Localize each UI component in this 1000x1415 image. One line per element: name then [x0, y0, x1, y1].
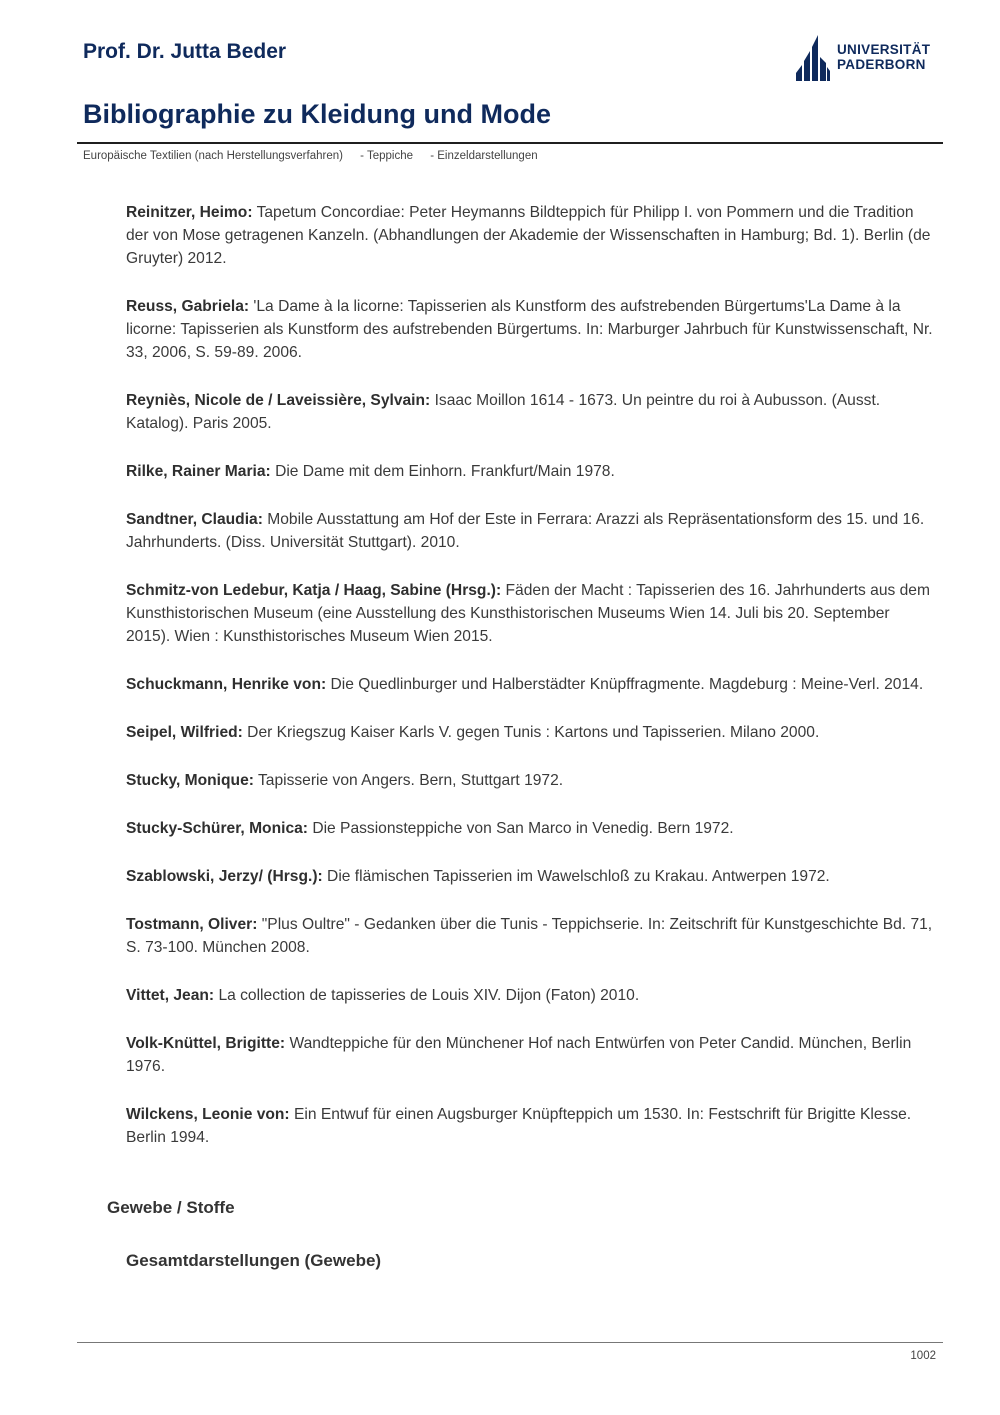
- header-divider: [77, 142, 943, 144]
- entry-text: 'La Dame à la licorne: Tapisserien als Kunstform des aufstrebenden Bürgertums'La Dame à la licorne: Tapisserien als Kunstform des aufstrebenden Bürgertums. In: Marburger Jahrbuch für Kunstwissenschaft, Nr. 33, 2006, S. 59-89. 2006.: [126, 298, 933, 361]
- entry-author: Reinitzer, Heimo:: [126, 204, 253, 221]
- bibliography-entry: [126, 201, 938, 270]
- entry-text: Die flämischen Tapisserien im Wawelschloß zu Krakau. Antwerpen 1972.: [322, 868, 830, 885]
- logo-line-2: PADERBORN: [837, 57, 926, 72]
- entry-author: Szablowski, Jerzy/ (Hrsg.):: [126, 868, 323, 885]
- bibliography-entry: [126, 865, 938, 888]
- bibliography-entry: [126, 984, 938, 1007]
- entry-author: Volk-Knüttel, Brigitte:: [126, 1035, 286, 1052]
- entry-author: Reyniès, Nicole de / Laveissière, Sylvain:: [126, 392, 431, 409]
- entry-author: Schmitz-von Ledebur, Katja / Haag, Sabine (Hrsg.):: [126, 582, 502, 599]
- entry-author: Wilckens, Leonie von:: [126, 1106, 290, 1123]
- entry-author: Rilke, Rainer Maria:: [126, 463, 271, 480]
- entry-text: "Plus Oultre" - Gedanken über die Tunis - Teppichserie. In: Zeitschrift für Kunstgeschichte Bd. 71, S. 73-100. München 2008.: [126, 916, 933, 956]
- university-logo-icon: [794, 33, 830, 81]
- bibliography-entry: [126, 673, 938, 696]
- entry-text: Fäden der Macht : Tapisserien des 16. Jahrhunderts aus dem Kunsthistorischen Museum (eine Ausstellung des Kunsthistorischen Museums Wien 14. Juli bis 20. September 2015). Wien : Kunsthistorisches Museum Wien 2015.: [126, 582, 930, 645]
- bibliography-entry: [126, 913, 938, 959]
- bibliography-entry: [126, 579, 938, 648]
- breadcrumb: [83, 150, 552, 162]
- author-name: Prof. Dr. Jutta Beder: [83, 40, 287, 63]
- entry-text: Wandteppiche für den Münchener Hof nach Entwürfen von Peter Candid. München, Berlin 1976.: [126, 1035, 912, 1075]
- footer-divider: [77, 1342, 943, 1343]
- entry-author: Vittet, Jean:: [126, 987, 215, 1004]
- breadcrumb-item: - Einzeldarstellungen: [430, 150, 538, 162]
- entry-text: La collection de tapisseries de Louis XIV. Dijon (Faton) 2010.: [214, 987, 640, 1004]
- entry-text: Die Quedlinburger und Halberstädter Knüpffragmente. Magdeburg : Meine-Verl. 2014.: [326, 676, 924, 693]
- bibliography-entry: [126, 389, 938, 435]
- bibliography-entry: [126, 295, 938, 364]
- bibliography-entry: [126, 721, 938, 744]
- entry-text: Die Passionsteppiche von San Marco in Venedig. Bern 1972.: [307, 820, 734, 837]
- entry-author: Tostmann, Oliver:: [126, 916, 258, 933]
- university-logo-text: [837, 42, 930, 72]
- entry-author: Stucky, Monique:: [126, 772, 254, 789]
- bibliography-entry: [126, 1032, 938, 1078]
- entry-text: Tapetum Concordiae: Peter Heymanns Bildteppich für Philipp I. von Pommern und die Tradition der von Mose getragenen Kanzeln. (Abhandlungen der Akademie der Wissenschaften in Hamburg; Bd. 1). Berlin (de Gruyter) 2012.: [126, 204, 931, 267]
- breadcrumb-item: - Teppiche: [360, 150, 414, 162]
- entry-text: Mobile Ausstattung am Hof der Este in Ferrara: Arazzi als Repräsentationsform des 15. und 16. Jahrhunderts. (Diss. Universität Stuttgart). 2010.: [126, 511, 925, 551]
- entry-text: Ein Entwuf für einen Augsburger Knüpfteppich um 1530. In: Festschrift für Brigitte Klesse. Berlin 1994.: [126, 1106, 912, 1146]
- entry-text: Der Kriegszug Kaiser Karls V. gegen Tunis : Kartons und Tapisserien. Milano 2000.: [242, 724, 820, 741]
- entry-author: Reuss, Gabriela:: [126, 298, 250, 315]
- bibliography-entry: [126, 460, 938, 483]
- entry-author: Sandtner, Claudia:: [126, 511, 263, 528]
- page-number: 1002: [910, 1350, 936, 1362]
- bibliography-entry: [126, 508, 938, 554]
- subsection-heading: Gesamtdarstellungen (Gewebe): [126, 1251, 382, 1270]
- breadcrumb-item: Europäische Textilien (nach Herstellungsverfahren): [83, 150, 343, 162]
- logo-line-1: UNIVERSITÄT: [837, 42, 931, 57]
- entry-author: Seipel, Wilfried:: [126, 724, 243, 741]
- entry-author: Stucky-Schürer, Monica:: [126, 820, 308, 837]
- bibliography-list: [126, 201, 938, 1174]
- document-title: Bibliographie zu Kleidung und Mode: [83, 99, 551, 129]
- entry-text: Tapisserie von Angers. Bern, Stuttgart 1972.: [253, 772, 564, 789]
- section-heading: Gewebe / Stoffe: [107, 1198, 235, 1217]
- entry-text: Die Dame mit dem Einhorn. Frankfurt/Main 1978.: [270, 463, 615, 480]
- university-logo: [794, 31, 934, 83]
- bibliography-entry: [126, 1103, 938, 1149]
- entry-text: Isaac Moillon 1614 - 1673. Un peintre du roi à Aubusson. (Ausst. Katalog). Paris 2005.: [126, 392, 881, 432]
- entry-author: Schuckmann, Henrike von:: [126, 676, 327, 693]
- bibliography-entry: [126, 817, 938, 840]
- bibliography-entry: [126, 769, 938, 792]
